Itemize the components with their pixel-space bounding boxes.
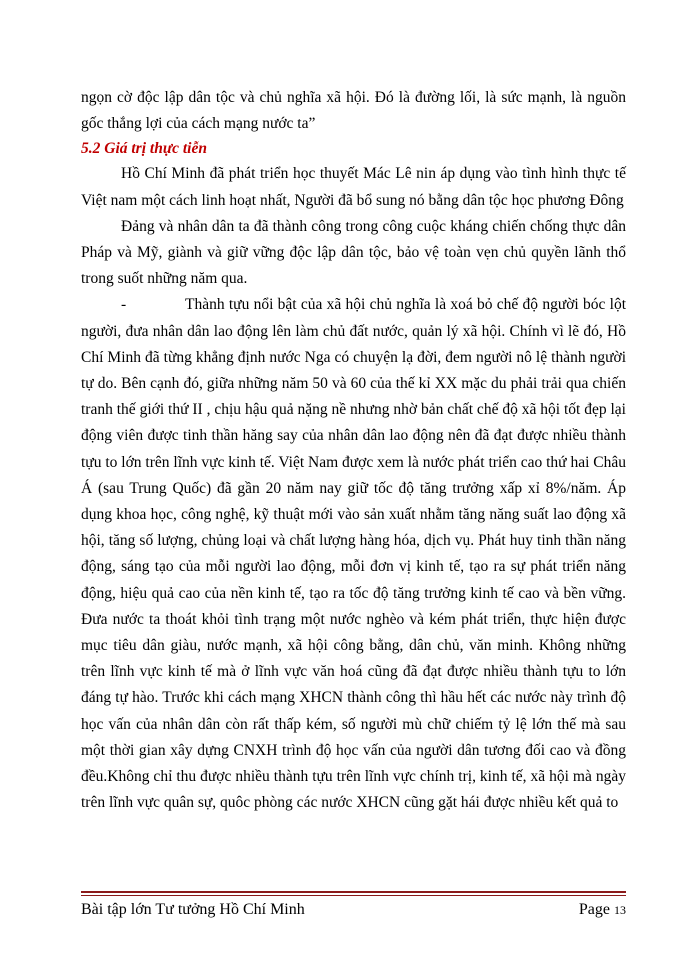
paragraph-practical-value: Hồ Chí Minh đã phát triển học thuyết Mác Lê nin áp dụng vào tình hình thực tế Việt nam một cách linh hoạt nhất, Người đã bổ sung nó bằng dân tộc học phương Đông [81, 165, 626, 209]
section-heading: 5.2 Giá trị thực tiễn [81, 140, 207, 158]
page-indicator [579, 899, 626, 921]
footer-title: Bài tập lớn Tư tưởng Hồ Chí Minh [81, 901, 305, 918]
intro-paragraph: ngọn cờ độc lập dân tộc và chủ nghĩa xã hội. Đó là đường lối, là sức mạnh, là nguồn gốc thắng lợi của cách mạng nước ta” [81, 89, 626, 133]
page-label: Page [578, 901, 610, 918]
page-body [81, 85, 626, 816]
footer-divider [81, 891, 626, 893]
bullet-paragraph [81, 292, 626, 816]
bullet-text: Thành tựu nổi bật của xã hội chủ nghĩa là xoá bỏ chế độ người bóc lột người, đưa nhân dân lao động lên làm chủ đất nước, quản lý xã hội. Chính vì lẽ đó, Hồ Chí Minh đã từng khẳng định nước Nga có chuyện lạ đời, đem người nô lệ thành người tự do. Bên cạnh đó, giữa những năm 50 và 60 của thế kỉ XX mặc du phải trải qua chiến tranh thế giới thứ II , chịu hậu quả nặng nề nhưng nhờ bản chất chế độ xã hội tốt đẹp lại động viên được tinh thần hăng say của nhân dân lao động nên đã đạt được nhiều thành tựu to lớn trên lĩnh vực kinh tế. Việt Nam được xem là nước phát triển cao thứ hai Châu Á (sau Trung Quốc) đã gần 20 năm nay giữ tốc độ tăng trưởng xấp xỉ 8%/năm. Áp dụng khoa học, công nghệ, kỹ thuật mới vào sản xuất nhằm tăng năng suất lao động xã hội, tăng số lượng, chủng loại và chất lượng hàng hóa, dịch vụ. Phát huy tinh thần năng động, sáng tạo của mỗi người lao động, mỗi đơn vị kinh tế, tạo ra sự phát triển năng động, hiệu quả cao của nền kinh tế, tạo ra tốc độ tăng trưởng kinh tế cao và bền vững. Đưa nước ta thoát khỏi tình trạng một nước nghèo và kém phát triển, thực hiện được mục tiêu dân giàu, nước mạnh, xã hội công bằng, dân chủ, văn minh. Không những trên lĩnh vực kinh tế mà ở lĩnh vực văn hoá cũng đã đạt được nhiều thành tựu to lớn đáng tự hào. Trước khi cách mạng XHCN thành công thì hầu hết các nước này trình độ học vấn của nhân dân còn rất thấp kém, số người mù chữ chiếm tỷ lệ lớn thế mà sau một thời gian xây dựng CNXH trình độ học vấn của người dân tương đối cao và đồng đều.Không chỉ thu được nhiều thành tựu trên lĩnh vực chính trị, kinh tế, xã hội mà ngày trên lĩnh vực quân sự, quôc phòng các nước XHCN cũng gặt hái được nhiều kết quả to [81, 296, 626, 812]
bullet-marker: - [121, 296, 127, 314]
footer-divider-thin [81, 895, 626, 896]
page-number: 13 [614, 903, 626, 917]
paragraph-resistance: Đảng và nhân dân ta đã thành công trong công cuộc kháng chiến chống thực dân Pháp và Mỹ, giành và giữ vững độc lập dân tộc, bảo vệ toàn vẹn chủ quyền lãnh thổ trong suốt những năm qua. [81, 217, 626, 288]
